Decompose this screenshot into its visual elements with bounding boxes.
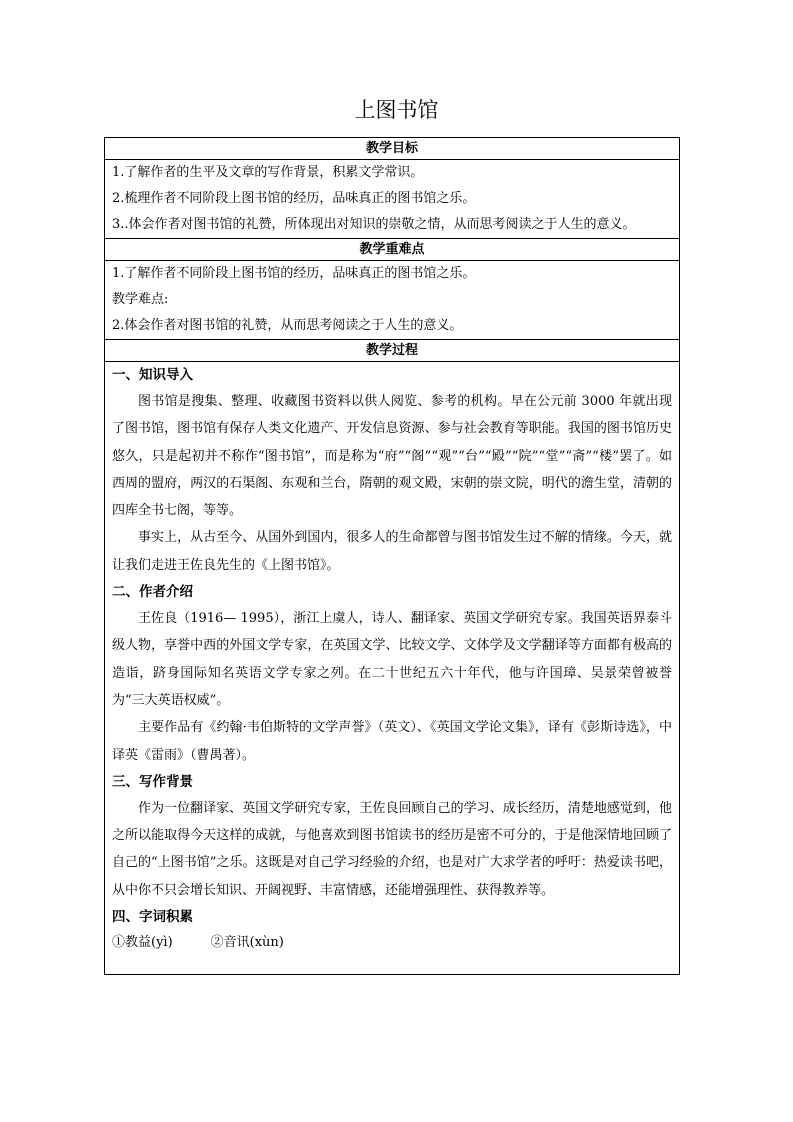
paragraph: 事实上，从古至今、从国外到国内，很多人的生命都曾与图书馆发生过不解的情缘。今天，就让我们走进王佐良先生的《上图书馆》。 — [112, 530, 672, 573]
process-header-row — [105, 340, 680, 362]
key-points-row — [105, 261, 680, 340]
section-heading-author: 二、作者介绍 — [112, 584, 193, 601]
vocab-item: ②音讯(xùn) — [210, 935, 284, 951]
process-cell — [105, 362, 680, 975]
goals-header-row — [105, 138, 680, 160]
goal-item: 2.梳理作者不同阶段上图书馆的经历，品味真正的图书馆之乐。 — [112, 191, 476, 206]
goals-header: 教学目标 — [105, 138, 680, 160]
section-heading-vocabulary: 四、字词积累 — [112, 909, 193, 926]
process-row — [105, 362, 680, 975]
paragraph: 王佐良（1916— 1995），浙江上虞人，诗人、翻译家、英国文学研究专家。我国英语界泰斗级人物，享誉中西的外国文学专家，在英国文学、比较文学、文体学及文学翻译等方面都有极高的造诣，跻身国际知名英语文学专家之列。在二十世纪五六十年代，他与许国璋、吴景荣曾被誉为“三大英语权威”。 — [112, 611, 672, 708]
process-header: 教学过程 — [105, 340, 680, 362]
section-heading-intro: 一、知识导入 — [112, 367, 193, 383]
section-heading-background: 三、写作背景 — [112, 773, 193, 790]
paragraph: 图书馆是搜集、整理、收藏图书资料以供人阅览、参考的机构。早在公元前 3000 年就出现了图书馆，图书馆有保存人类文化遗产、开发信息资源、参与社会教育等职能。我国的图书馆历史悠久，只是起初并不称作“图书馆”，而是称为“府”“阁”“观”“台”“殿”“院”“堂”“斋”“楼”罢了。如西周的盟府，两汉的石渠阁、东观和兰台，隋朝的观文殿，宋朝的崇文院，明代的澹生堂，清朝的四库全书七阁，等等。 — [112, 394, 672, 519]
key-points-header-row — [105, 239, 680, 261]
vocabulary-list — [112, 930, 672, 956]
paragraph: 作为一位翻译家、英国文学研究专家，王佐良回顾自己的学习、成长经历，清楚地感觉到，他之所以能取得今天这样的成就，与他喜欢到图书馆读书的经历是密不可分的，于是他深情地回顾了自己的“上图书馆”之乐。这既是对自己学习经验的介绍，也是对广大求学者的呼吁：热爱读书吧，从中你不只会增长知识、开阔视野、丰富情感，还能增强理性、获得教养等。 — [112, 800, 672, 898]
key-point-item: 1.了解作者不同阶段上图书馆的经历，品味真正的图书馆之乐。 — [112, 266, 476, 281]
key-points-cell — [105, 261, 680, 340]
difficulty-label: 教学难点: — [112, 292, 169, 307]
key-points-header: 教学重难点 — [105, 239, 680, 261]
key-point-item: 2.体会作者对图书馆的礼赞，从而思考阅读之于人生的意义。 — [112, 318, 463, 333]
paragraph: 主要作品有《约翰·韦伯斯特的文学声誉》（英文）、《英国文学论文集》，译有《彭斯诗选》，中译英《雷雨》（曹禺著）。 — [112, 720, 672, 763]
lesson-plan-table — [104, 137, 680, 975]
page-title: 上图书馆 — [354, 98, 439, 122]
vocab-item: ①教益(yì) — [112, 935, 173, 951]
goals-row — [105, 160, 680, 239]
goal-item: 3..体会作者对图书馆的礼赞，所体现出对知识的崇敬之情，从而思考阅读之于人生的意义。 — [112, 217, 636, 232]
goals-cell — [105, 160, 680, 239]
goal-item: 1.了解作者的生平及文章的写作背景，积累文学常识。 — [112, 165, 424, 180]
